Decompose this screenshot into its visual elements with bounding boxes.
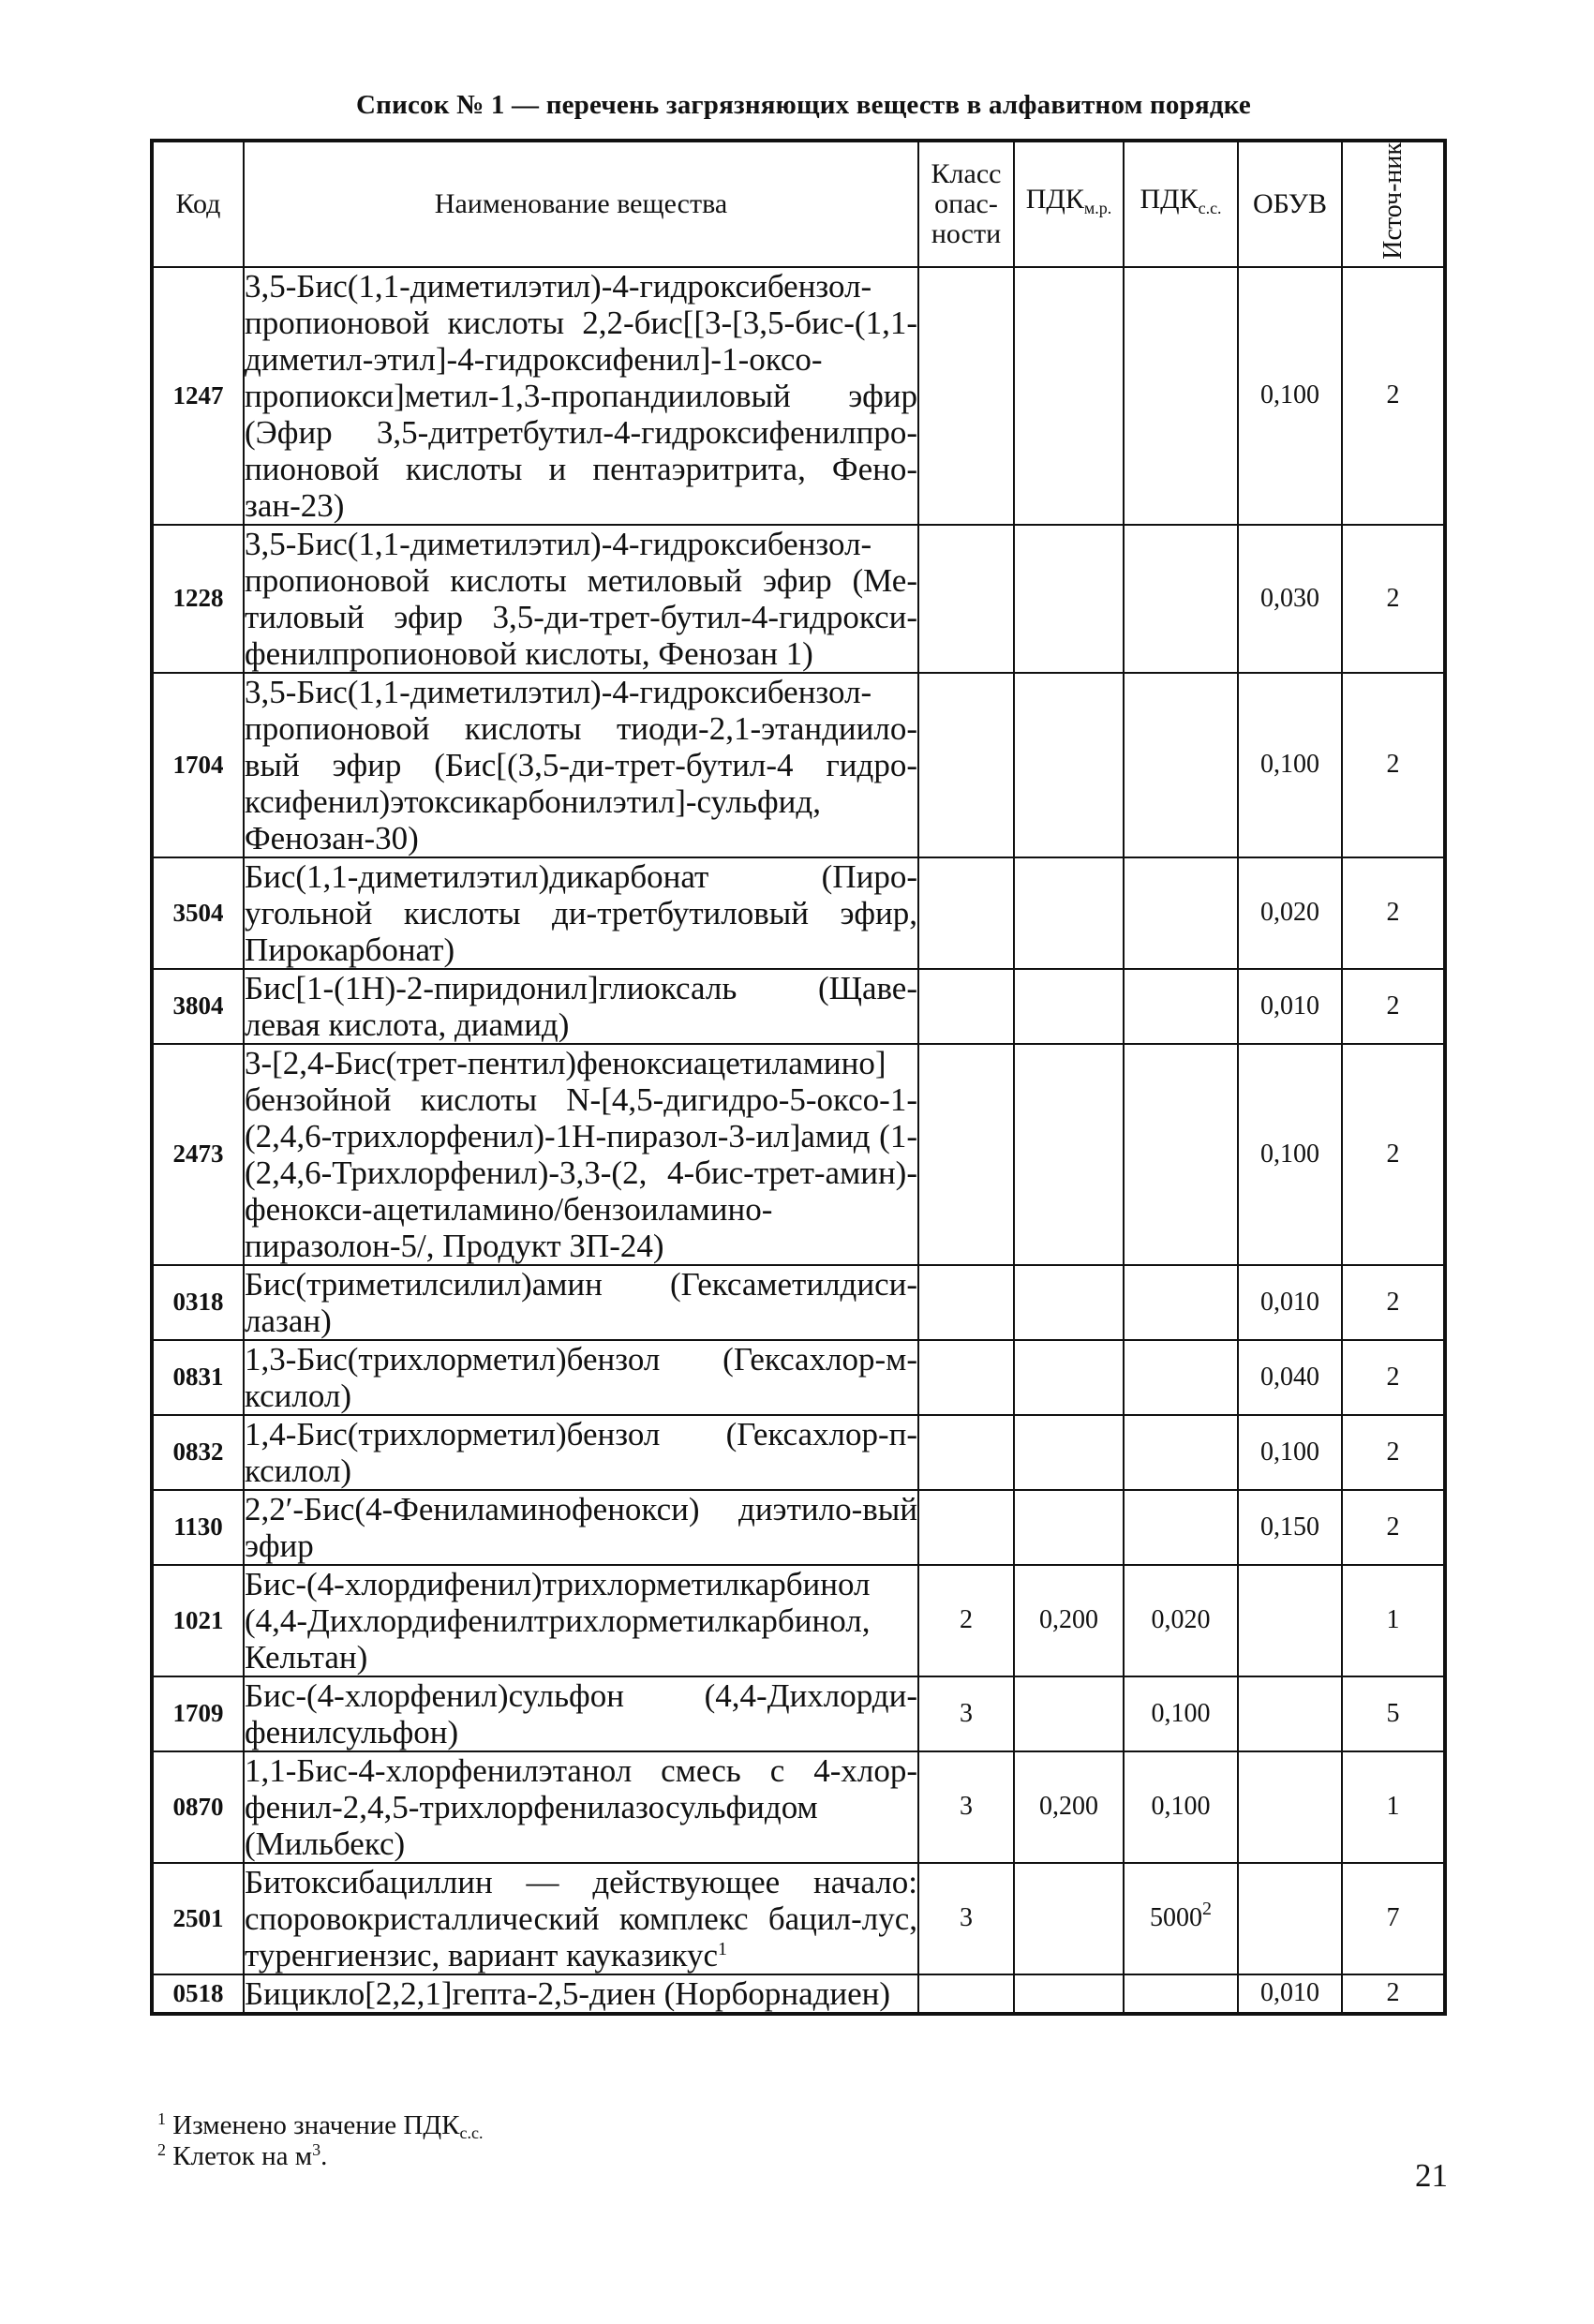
cell-pdk-ss <box>1124 267 1238 525</box>
header-pdk-mr-sub: м.р. <box>1083 199 1112 218</box>
page-number: 21 <box>1415 2157 1448 2194</box>
cell-hazard-class-value: 2 <box>960 1605 973 1635</box>
cell-obuv <box>1238 969 1342 1044</box>
header-hazard <box>918 141 1014 267</box>
cell-code-value: 1709 <box>172 1699 224 1728</box>
cell-obuv-value: 0,100 <box>1260 750 1319 780</box>
cell-pdk-mr <box>1014 1863 1124 1974</box>
cell-hazard-class <box>918 267 1014 525</box>
cell-pdk-ss <box>1124 1974 1238 2014</box>
table-row <box>152 1490 1445 1565</box>
cell-name-value: Бис-(4-хлордифенил)трихлорметилкарбинол (4,4-Дихлордифенилтрихлорметилкарбинол, Кельтан) <box>245 1565 871 1676</box>
cell-hazard-class <box>918 857 1014 969</box>
cell-code-value: 1247 <box>172 380 224 410</box>
cell-code <box>152 525 244 673</box>
cell-code-value: 2501 <box>172 1903 224 1932</box>
cell-code-value: 0518 <box>172 1978 224 2007</box>
cell-source-value: 2 <box>1386 898 1400 928</box>
cell-source <box>1342 1490 1445 1565</box>
cell-name-value: Бис[1-(1Н)-2-пиридонил]глиоксаль (Щаве-левая кислота, диамид) <box>245 969 917 1043</box>
footnote-2-sup: 3 <box>312 2140 321 2159</box>
cell-obuv-value: 0,040 <box>1260 1362 1319 1392</box>
table-row <box>152 1265 1445 1340</box>
cell-obuv-value: 0,010 <box>1260 1287 1319 1317</box>
table-row <box>152 1751 1445 1863</box>
cell-obuv <box>1238 1565 1342 1676</box>
cell-pdk-ss-value: 0,100 <box>1151 1698 1211 1728</box>
cell-name <box>244 1863 918 1974</box>
cell-pdk-ss <box>1124 1415 1238 1490</box>
cell-pdk-mr <box>1014 1490 1124 1565</box>
cell-obuv <box>1238 525 1342 673</box>
cell-code-value: 1704 <box>172 750 224 779</box>
cell-obuv-value: 0,100 <box>1260 380 1319 410</box>
cell-name-value: Бицикло[2,2,1]гепта-2,5-диен (Норборнадиен) <box>245 1974 891 2012</box>
cell-code-value: 1021 <box>172 1605 224 1634</box>
cell-obuv-value: 0,020 <box>1260 898 1319 928</box>
cell-name <box>244 1676 918 1751</box>
cell-obuv-value: 0,010 <box>1260 991 1319 1020</box>
cell-source <box>1342 1863 1445 1974</box>
cell-name-value: 3-[2,4-Бис(трет-пентил)феноксиацетиламино] бензойной кислоты N-[4,5-дигидро-5-оксо-1-(2,4,6-трихлорфенил)-1Н-пиразол-3-ил]амид (1-(2,4,6-Трихлорфенил)-3,3-(2, 4-бис-трет-амин)-фенокси-ацетиламино/бензоиламино-пиразолон-5/, Продукт ЗП-24) <box>245 1044 917 1264</box>
cell-code <box>152 1265 244 1340</box>
table-row <box>152 969 1445 1044</box>
cell-source-value: 2 <box>1386 991 1400 1020</box>
header-source <box>1342 141 1445 267</box>
cell-code <box>152 1751 244 1863</box>
cell-source <box>1342 1565 1445 1676</box>
cell-source-value: 2 <box>1386 1437 1400 1467</box>
cell-name <box>244 1974 918 2014</box>
cell-source <box>1342 1265 1445 1340</box>
cell-source-value: 2 <box>1386 380 1400 410</box>
cell-hazard-class <box>918 1974 1014 2014</box>
table-row <box>152 1863 1445 1974</box>
page-title: Список № 1 — перечень загрязняющих веществ в алфавитном порядке <box>356 90 1251 120</box>
cell-code <box>152 1974 244 2014</box>
cell-hazard-class <box>918 969 1014 1044</box>
footnote-2 <box>157 2141 483 2172</box>
cell-pdk-mr <box>1014 1415 1124 1490</box>
cell-pdk-mr <box>1014 1340 1124 1415</box>
cell-obuv <box>1238 1340 1342 1415</box>
header-pdk-mr-label: ПДК <box>1025 184 1084 216</box>
cell-pdk-ss <box>1124 1676 1238 1751</box>
header-pdk-ss-sub: с.с. <box>1198 199 1222 218</box>
cell-hazard-class <box>918 1340 1014 1415</box>
cell-code <box>152 1565 244 1676</box>
cell-pdk-ss <box>1124 1340 1238 1415</box>
cell-code <box>152 1340 244 1415</box>
table-row <box>152 857 1445 969</box>
header-code: Код <box>152 141 244 267</box>
cell-code-value: 3504 <box>172 898 224 927</box>
cell-obuv <box>1238 1676 1342 1751</box>
cell-pdk-mr-value: 0,200 <box>1039 1605 1098 1635</box>
cell-hazard-class-value: 3 <box>960 1903 973 1933</box>
cell-hazard-class <box>918 1044 1014 1265</box>
cell-obuv <box>1238 857 1342 969</box>
cell-obuv <box>1238 1265 1342 1340</box>
cell-pdk-mr <box>1014 267 1124 525</box>
cell-code <box>152 1863 244 1974</box>
cell-code-value: 1228 <box>172 584 224 613</box>
cell-hazard-class <box>918 1751 1014 1863</box>
table-row <box>152 267 1445 525</box>
cell-name-value: Бис-(4-хлорфенил)сульфон (4,4-Дихлорди-фенилсульфон) <box>245 1676 917 1750</box>
cell-pdk-ss-footnote-mark: 2 <box>1202 1899 1212 1920</box>
cell-code-value: 0832 <box>172 1438 224 1467</box>
table-row <box>152 1340 1445 1415</box>
footnote-1 <box>157 2110 483 2141</box>
cell-source-value: 2 <box>1386 1139 1400 1169</box>
footnote-2-end: . <box>320 2141 328 2171</box>
cell-obuv-value: 0,100 <box>1260 1437 1319 1467</box>
footnote-1-sub: с.с. <box>459 2123 484 2142</box>
cell-name-value: 3,5-Бис(1,1-диметилэтил)-4-гидроксибензол-пропионовой кислоты 2,2-бис[[3-[3,5-бис-(1,1-диметил-этил]-4-гидроксифенил]-1-оксо-пропиокси]метил-1,3-пропандииловый эфир (Эфир 3,5-дитретбутил-4-гидроксифенилпро-пионовой кислоты и пентаэритрита, Фено-зан-23) <box>245 267 917 524</box>
cell-pdk-mr <box>1014 1676 1124 1751</box>
cell-name <box>244 1565 918 1676</box>
table-header-row <box>152 141 1445 267</box>
footnote-1-mark: 1 <box>157 2109 166 2128</box>
cell-obuv <box>1238 267 1342 525</box>
cell-obuv-value: 0,030 <box>1260 583 1319 613</box>
cell-name <box>244 1340 918 1415</box>
cell-pdk-ss-value: 0,020 <box>1151 1605 1211 1635</box>
cell-name-value: Бис(1,1-диметилэтил)дикарбонат (Пиро-угольной кислоты ди-третбутиловый эфир, Пирокарбонат) <box>245 857 917 968</box>
table-row <box>152 673 1445 857</box>
cell-pdk-mr <box>1014 1565 1124 1676</box>
cell-pdk-ss <box>1124 1265 1238 1340</box>
header-pdk-ss-label: ПДК <box>1140 184 1199 216</box>
footnote-2-mark: 2 <box>157 2140 166 2159</box>
cell-pdk-ss <box>1124 857 1238 969</box>
cell-source-value: 2 <box>1386 1287 1400 1317</box>
cell-source-value: 1 <box>1386 1605 1400 1635</box>
cell-name <box>244 525 918 673</box>
cell-pdk-mr <box>1014 673 1124 857</box>
cell-name-value: 1,3-Бис(трихлорметил)бензол (Гексахлор-м-ксилол) <box>245 1340 917 1414</box>
cell-source-value: 2 <box>1386 1362 1400 1392</box>
cell-pdk-ss <box>1124 1751 1238 1863</box>
cell-hazard-class <box>918 1490 1014 1565</box>
footnote-2-text: Клеток на м <box>172 2141 313 2171</box>
cell-name <box>244 857 918 969</box>
cell-name-value: 3,5-Бис(1,1-диметилэтил)-4-гидроксибензол-пропионовой кислоты метиловый эфир (Ме-тиловый эфир 3,5-ди-трет-бутил-4-гидрокси-фенилпропионовой кислоты, Фенозан 1) <box>245 525 917 672</box>
cell-code <box>152 857 244 969</box>
cell-pdk-ss <box>1124 969 1238 1044</box>
cell-name <box>244 1044 918 1265</box>
cell-pdk-ss <box>1124 1044 1238 1265</box>
table-row <box>152 1676 1445 1751</box>
cell-code-value: 3804 <box>172 991 224 1020</box>
cell-source <box>1342 969 1445 1044</box>
cell-code-value: 0318 <box>172 1288 224 1317</box>
header-obuv: ОБУВ <box>1238 141 1342 267</box>
cell-name <box>244 267 918 525</box>
cell-pdk-mr <box>1014 1751 1124 1863</box>
cell-name-value: 1,4-Бис(трихлорметил)бензол (Гексахлор-п-ксилол) <box>245 1415 917 1489</box>
cell-hazard-class <box>918 1265 1014 1340</box>
cell-source <box>1342 525 1445 673</box>
cell-pdk-ss <box>1124 1565 1238 1676</box>
cell-source <box>1342 673 1445 857</box>
cell-obuv <box>1238 1751 1342 1863</box>
cell-source-value: 2 <box>1386 583 1400 613</box>
header-hazard-label: Класс опас-ности <box>931 157 1002 249</box>
cell-name <box>244 673 918 857</box>
cell-obuv <box>1238 1863 1342 1974</box>
cell-code <box>152 1415 244 1490</box>
cell-code-value: 1130 <box>173 1512 223 1542</box>
cell-name-value: 2,2′-Бис(4-Фениламинофенокси) диэтило-вый эфир <box>245 1490 917 1564</box>
table-row <box>152 1415 1445 1490</box>
cell-source <box>1342 857 1445 969</box>
footnotes <box>157 2110 483 2172</box>
cell-source <box>1342 1751 1445 1863</box>
cell-code-value: 2473 <box>172 1140 224 1169</box>
cell-source-value: 2 <box>1386 1512 1400 1542</box>
pollutants-table <box>150 139 1447 2016</box>
cell-pdk-mr <box>1014 525 1124 673</box>
cell-source-value: 7 <box>1386 1903 1400 1933</box>
cell-pdk-ss <box>1124 673 1238 857</box>
cell-pdk-mr <box>1014 1974 1124 2014</box>
cell-obuv <box>1238 1490 1342 1565</box>
cell-obuv-value: 0,010 <box>1260 1978 1319 2008</box>
cell-name-footnote-mark: 1 <box>718 1938 728 1959</box>
cell-pdk-ss <box>1124 1490 1238 1565</box>
cell-obuv <box>1238 673 1342 857</box>
cell-hazard-class <box>918 1863 1014 1974</box>
cell-source <box>1342 1676 1445 1751</box>
cell-code <box>152 969 244 1044</box>
cell-pdk-mr <box>1014 1265 1124 1340</box>
cell-name-value: 3,5-Бис(1,1-диметилэтил)-4-гидроксибензол-пропионовой кислоты тиоди-2,1-этандиило-вый эфир (Бис[(3,5-ди-трет-бутил-4 гидро-ксифенил)этоксикарбонилэтил]-сульфид, Фенозан-30) <box>245 673 917 857</box>
cell-hazard-class <box>918 525 1014 673</box>
cell-hazard-class <box>918 1415 1014 1490</box>
cell-obuv-value: 0,100 <box>1260 1139 1319 1169</box>
cell-hazard-class <box>918 673 1014 857</box>
cell-pdk-ss-value: 5000 <box>1150 1903 1202 1933</box>
cell-source <box>1342 267 1445 525</box>
cell-name <box>244 969 918 1044</box>
cell-obuv <box>1238 1415 1342 1490</box>
table-row <box>152 525 1445 673</box>
cell-source-value: 2 <box>1386 1978 1400 2008</box>
cell-source <box>1342 1044 1445 1265</box>
cell-source <box>1342 1415 1445 1490</box>
cell-pdk-mr-value: 0,200 <box>1039 1792 1098 1822</box>
cell-pdk-mr <box>1014 1044 1124 1265</box>
header-source-label: Источ-ник <box>1378 142 1408 260</box>
cell-code <box>152 673 244 857</box>
cell-pdk-ss-value: 0,100 <box>1151 1792 1211 1822</box>
cell-code-value: 0870 <box>172 1792 224 1821</box>
cell-pdk-ss <box>1124 525 1238 673</box>
cell-obuv <box>1238 1044 1342 1265</box>
cell-source-value: 5 <box>1386 1698 1400 1728</box>
cell-pdk-mr <box>1014 969 1124 1044</box>
header-pdk-ss <box>1124 141 1238 267</box>
cell-hazard-class-value: 3 <box>960 1698 973 1728</box>
cell-pdk-ss <box>1124 1863 1238 1974</box>
cell-code <box>152 267 244 525</box>
cell-code-value: 0831 <box>172 1363 224 1392</box>
footnote-1-text: Изменено значение ПДК <box>172 2110 460 2140</box>
cell-hazard-class <box>918 1565 1014 1676</box>
cell-code <box>152 1490 244 1565</box>
cell-pdk-mr <box>1014 857 1124 969</box>
cell-name <box>244 1751 918 1863</box>
cell-hazard-class-value: 3 <box>960 1792 973 1822</box>
cell-obuv <box>1238 1974 1342 2014</box>
cell-name <box>244 1265 918 1340</box>
cell-hazard-class <box>918 1676 1014 1751</box>
cell-name-value: 1,1-Бис-4-хлорфенилэтанол смесь с 4-хлор-фенил-2,4,5-трихлорфенилазосульфидом (Мильбекс) <box>245 1751 917 1862</box>
cell-source-value: 1 <box>1386 1792 1400 1822</box>
cell-obuv-value: 0,150 <box>1260 1512 1319 1542</box>
cell-source <box>1342 1340 1445 1415</box>
header-name: Наименование вещества <box>244 141 918 267</box>
cell-name <box>244 1490 918 1565</box>
table-row <box>152 1044 1445 1265</box>
table-row <box>152 1565 1445 1676</box>
cell-name <box>244 1415 918 1490</box>
header-pdk-mr <box>1014 141 1124 267</box>
cell-code <box>152 1676 244 1751</box>
table-row <box>152 1974 1445 2014</box>
cell-name-value: Битоксибациллин — действующее начало: споровокристаллический комплекс бацил-лус, туренгиензис, вариант кауказикус <box>245 1863 917 1974</box>
cell-source <box>1342 1974 1445 2014</box>
cell-source-value: 2 <box>1386 750 1400 780</box>
cell-name-value: Бис(триметилсилил)амин (Гексаметилдиси-лазан) <box>245 1265 917 1339</box>
cell-code <box>152 1044 244 1265</box>
